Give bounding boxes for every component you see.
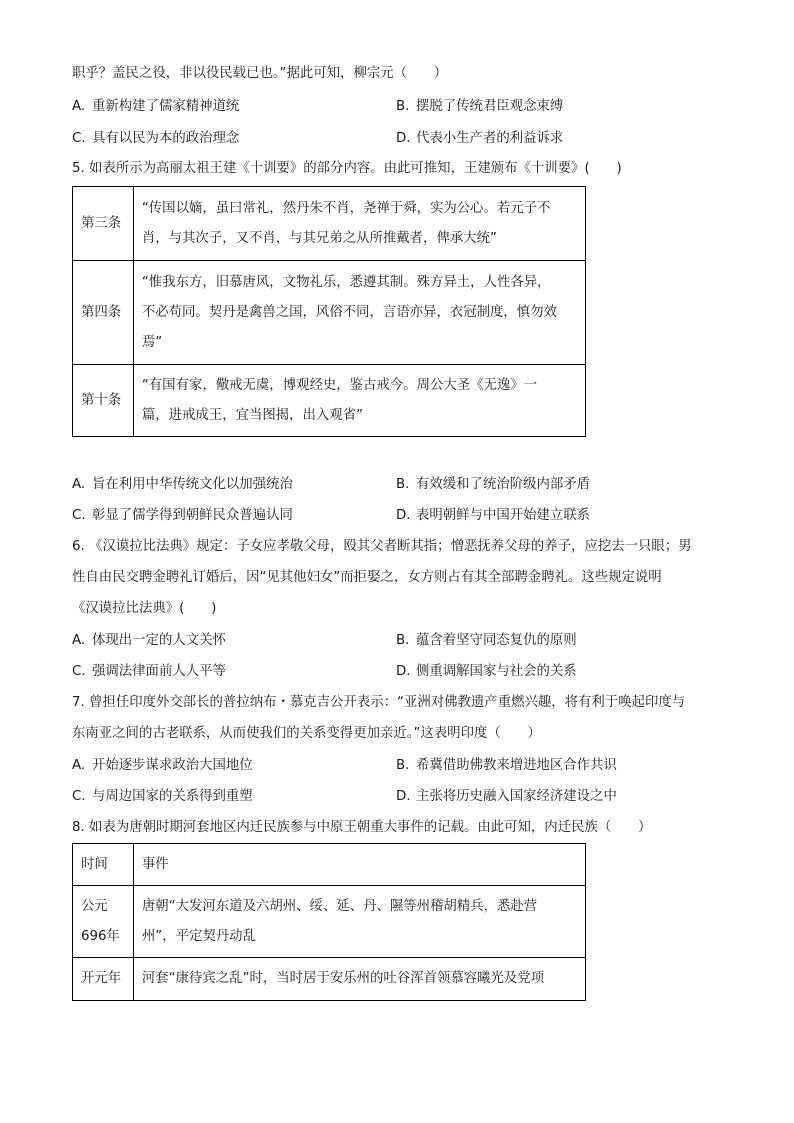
table-cell-text: [133, 187, 585, 261]
table-cell-label: 第四条: [73, 261, 134, 365]
table-cell-label: [73, 886, 134, 958]
q8-table: [72, 843, 586, 1001]
q5-option-a[interactable]: [72, 475, 293, 495]
option-text: 体现出一定的人文关怀: [92, 633, 226, 648]
q6-stem-line-1: 6. 《汉谟拉比法典》规定：子女应孝敬父母，殴其父者断其指；憎恶抚养父母的养子，应挖去一只眼；男: [72, 539, 692, 554]
table-cell-label: 第三条: [73, 187, 134, 261]
cell-line: “惟我东方，旧慕唐风，文物礼乐，悉遵其制。殊方异土，人性各异，: [141, 274, 551, 290]
option-label: D.: [396, 664, 411, 679]
q7-option-d[interactable]: [396, 787, 617, 807]
table-row: [73, 958, 586, 1001]
q4-option-d[interactable]: [396, 129, 563, 149]
option-text: 有效缓和了统治阶级内部矛盾: [416, 477, 591, 492]
option-label: A.: [72, 99, 86, 114]
table-cell-label: [73, 958, 134, 1001]
q7-stem-line-1: 7. 曾担任印度外交部长的普拉纳布・慕克吉公开表示：“亚洲对佛教遗产重燃兴趣，将有利于唤起印度与: [72, 695, 686, 710]
option-text: 具有以民为本的政治理念: [92, 131, 240, 146]
q7-option-a[interactable]: [72, 756, 253, 776]
q4-stem-tail: 职乎？盖民之役，非以役民载已也。”据此可知，柳宗元（ ）: [72, 66, 448, 81]
q6-option-b[interactable]: [396, 631, 577, 651]
option-label: B.: [396, 477, 410, 492]
q6-option-a[interactable]: [72, 631, 226, 651]
option-text: 摆脱了传统君臣观念束缚: [416, 99, 564, 114]
q4-option-a[interactable]: [72, 97, 239, 117]
option-text: 与周边国家的关系得到重塑: [92, 789, 253, 804]
q4-option-c[interactable]: [72, 129, 239, 149]
option-label: C.: [72, 131, 86, 146]
option-text: 重新构建了儒家精神道统: [92, 99, 240, 114]
q5-option-c[interactable]: [72, 506, 293, 526]
table-row: [73, 261, 586, 365]
q7-option-c[interactable]: [72, 787, 253, 807]
table-cell-text: [133, 886, 585, 958]
option-text: 表明朝鲜与中国开始建立联系: [416, 508, 591, 523]
table-row: [73, 187, 586, 261]
q5-stem: 5. 如表所示为高丽太祖王建《十训要》的部分内容。由此可推知，王建颁布《十训要》( ): [72, 161, 622, 176]
cell-line: 696年: [81, 928, 120, 944]
q5-table: [72, 186, 586, 437]
option-text: 旨在利用中华传统文化以加强统治: [92, 477, 293, 492]
table-cell-text: [133, 261, 585, 365]
option-label: A.: [72, 633, 86, 648]
table-cell-label: 第十条: [73, 365, 134, 437]
cell-line: 开元年: [81, 971, 122, 986]
table-cell-text: [133, 365, 585, 437]
cell-line: “传国以嫡，虽曰常礼，然丹朱不肖，尧禅于舜，实为公心。若元子不: [141, 200, 551, 216]
option-text: 彰显了儒学得到朝鲜民众普遍认同: [92, 508, 293, 523]
option-label: C.: [72, 508, 86, 523]
option-label: B.: [396, 758, 410, 773]
option-label: D.: [396, 508, 411, 523]
option-text: 代表小生产者的利益诉求: [416, 131, 564, 146]
option-label: D.: [396, 131, 411, 146]
q6-stem-line-3: 《汉谟拉比法典》( ): [72, 601, 217, 616]
cell-line: “有国有家，儆戒无虞，博观经史，鉴古戒今。周公大圣《无逸》一: [141, 377, 538, 393]
q6-option-c[interactable]: [72, 662, 226, 682]
cell-line: 不必苟同。契丹是禽兽之国，风俗不同，言语亦异，衣冠制度，慎勿效: [141, 304, 557, 320]
cell-line: 州”，平定契丹动乱: [141, 928, 256, 944]
q7-stem-line-2: 东南亚之间的古老联系，从而使我们的关系变得更加亲近。”这表明印度（ ）: [72, 726, 541, 741]
cell-line: 篇，进戒成王，宜当图揭，出入观省”: [141, 407, 364, 423]
table-header-cell: 时间: [73, 844, 134, 886]
q7-option-b[interactable]: [396, 756, 617, 776]
option-label: B.: [396, 99, 410, 114]
option-label: B.: [396, 633, 410, 648]
option-label: C.: [72, 664, 86, 679]
option-text: 希冀借助佛教来增进地区合作共识: [416, 758, 617, 773]
cell-line: 河套“康待宾之乱”时，当时居于安乐州的吐谷浑首领慕容曦光及党项: [141, 971, 545, 986]
table-header-row: [73, 844, 586, 886]
q4-option-b[interactable]: [396, 97, 563, 117]
option-text: 强调法律面前人人平等: [92, 664, 226, 679]
q8-stem: 8. 如表为唐朝时期河套地区内迁民族参与中原王朝重大事件的记载。由此可知，内迁民族（ ）: [72, 820, 652, 835]
option-label: D.: [396, 789, 411, 804]
cell-line: 公元: [81, 898, 108, 914]
table-cell-text: [133, 958, 585, 1001]
option-text: 开始逐步谋求政治大国地位: [92, 758, 253, 773]
cell-line: 焉”: [141, 334, 163, 350]
q6-stem-line-2: 性自由民交聘金聘礼订婚后，因“见其他妇女”而拒娶之，女方则占有其全部聘金聘礼。这些规定说明: [72, 570, 662, 585]
cell-line: 肖，与其次子，又不肖，与其兄弟之从所推戴者，俾承大统”: [141, 230, 497, 246]
option-label: C.: [72, 789, 86, 804]
table-row: [73, 365, 586, 437]
table-row: [73, 886, 586, 958]
option-label: A.: [72, 758, 86, 773]
q5-option-b[interactable]: [396, 475, 590, 495]
option-text: 蕴含着坚守同态复仇的原则: [416, 633, 577, 648]
q5-option-d[interactable]: [396, 506, 590, 526]
option-text: 主张将历史融入国家经济建设之中: [416, 789, 617, 804]
cell-line: 唐朝“大发河东道及六胡州、绥、延、丹、隰等州稽胡精兵，悉赴营: [141, 898, 538, 914]
option-text: 侧重调解国家与社会的关系: [416, 664, 577, 679]
table-header-cell: 事件: [133, 844, 585, 886]
option-label: A.: [72, 477, 86, 492]
q6-option-d[interactable]: [396, 662, 577, 682]
